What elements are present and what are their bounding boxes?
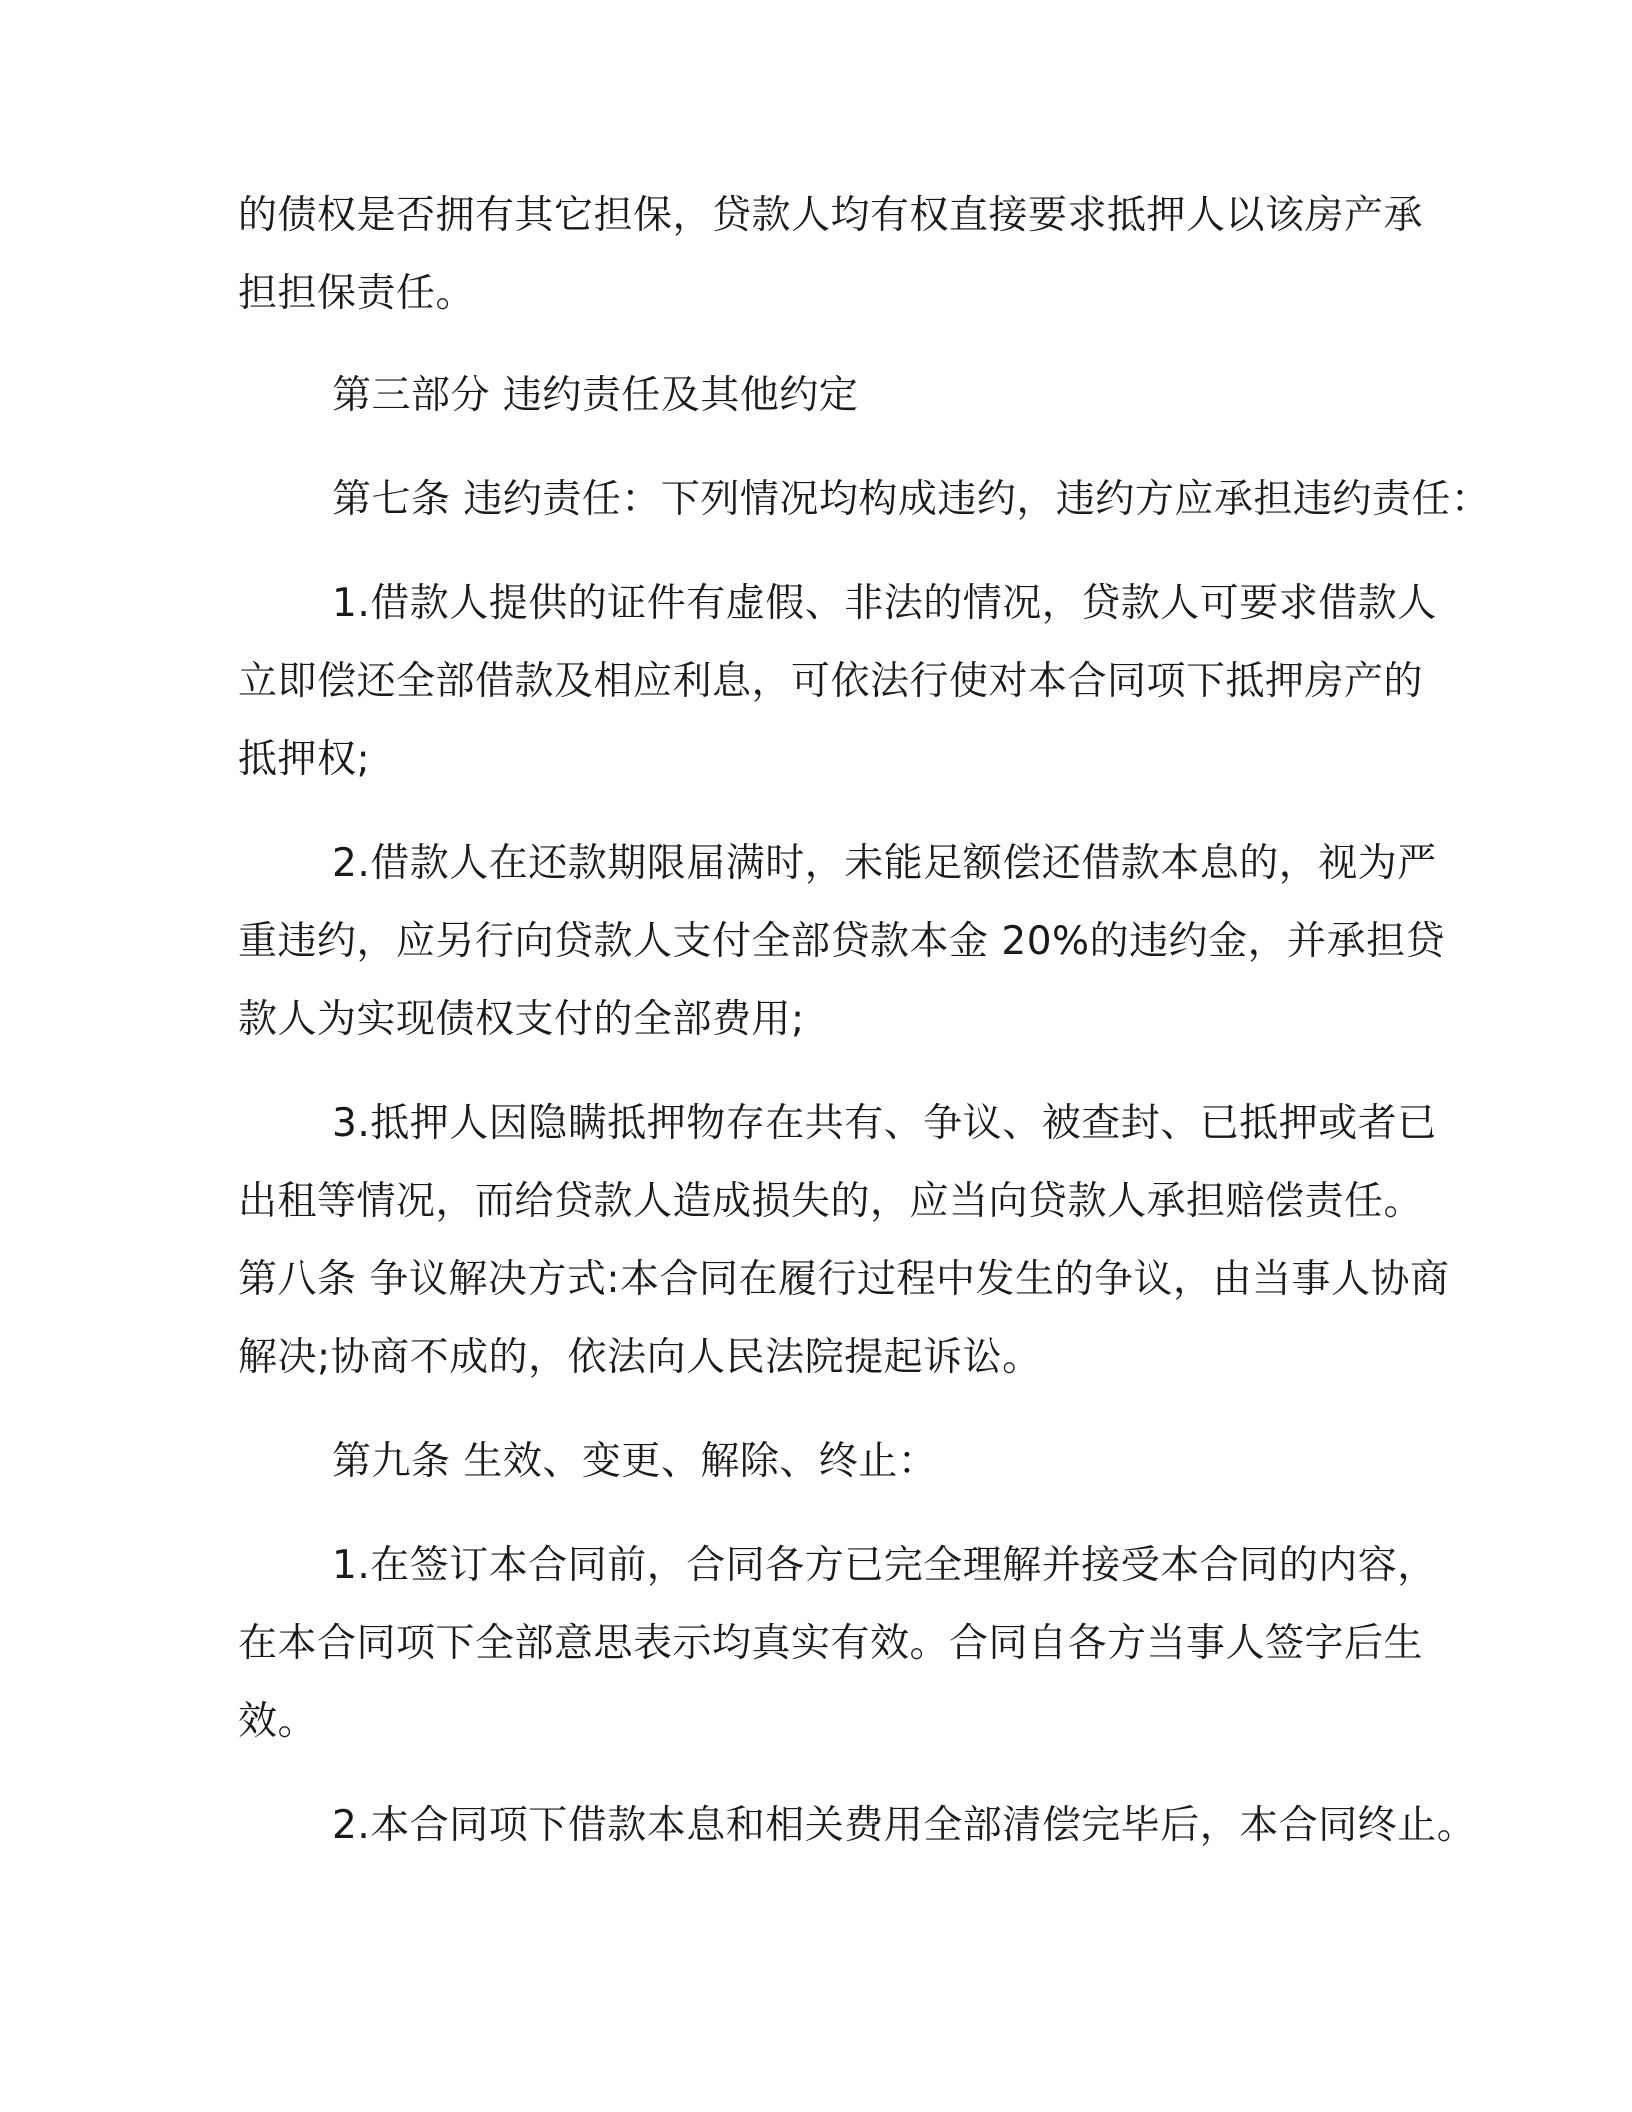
clause-line: 1.在签订本合同前，合同各方已完全理解并接受本合同的内容，: [332, 1543, 1437, 1588]
clause-line: 效。: [238, 1699, 318, 1744]
clause-line: 抵押权;: [238, 737, 371, 782]
body-line: 担担保责任。: [238, 271, 476, 316]
clause-line: 3.抵押人因隐瞒抵押物存在共有、争议、被查封、已抵押或者已: [332, 1101, 1437, 1146]
clause-line: 重违约，应另行向贷款人支付全部贷款本金 20%的违约金，并承担贷: [238, 919, 1446, 964]
body-line: 解决;协商不成的，依法向人民法院提起诉讼。: [238, 1335, 1042, 1380]
article-heading: 第九条 生效、变更、解除、终止：: [332, 1439, 938, 1484]
article-heading: 第八条 争议解决方式:本合同在履行过程中发生的争议，由当事人协商: [238, 1257, 1450, 1302]
article-heading: 第七条 违约责任：下列情况均构成违约，违约方应承担违约责任：: [332, 477, 1491, 522]
clause-line: 2.借款人在还款期限届满时，未能足额偿还借款本息的，视为严: [332, 841, 1437, 886]
clause-line: 1.借款人提供的证件有虚假、非法的情况，贷款人可要求借款人: [332, 581, 1437, 626]
clause-line: 款人为实现债权支付的全部费用;: [238, 997, 805, 1042]
clause-line: 在本合同项下全部意思表示均真实有效。合同自各方当事人签字后生: [238, 1621, 1424, 1666]
clause-line: 出租等情况，而给贷款人造成损失的，应当向贷款人承担赔偿责任。: [238, 1179, 1424, 1224]
part-heading: 第三部分 违约责任及其他约定: [332, 373, 859, 418]
body-line: 的债权是否拥有其它担保，贷款人均有权直接要求抵押人以该房产承: [238, 193, 1424, 238]
clause-line: 2.本合同项下借款本息和相关费用全部清偿完毕后，本合同终止。: [332, 1803, 1477, 1848]
clause-line: 立即偿还全部借款及相应利息，可依法行使对本合同项下抵押房产的: [238, 659, 1424, 704]
